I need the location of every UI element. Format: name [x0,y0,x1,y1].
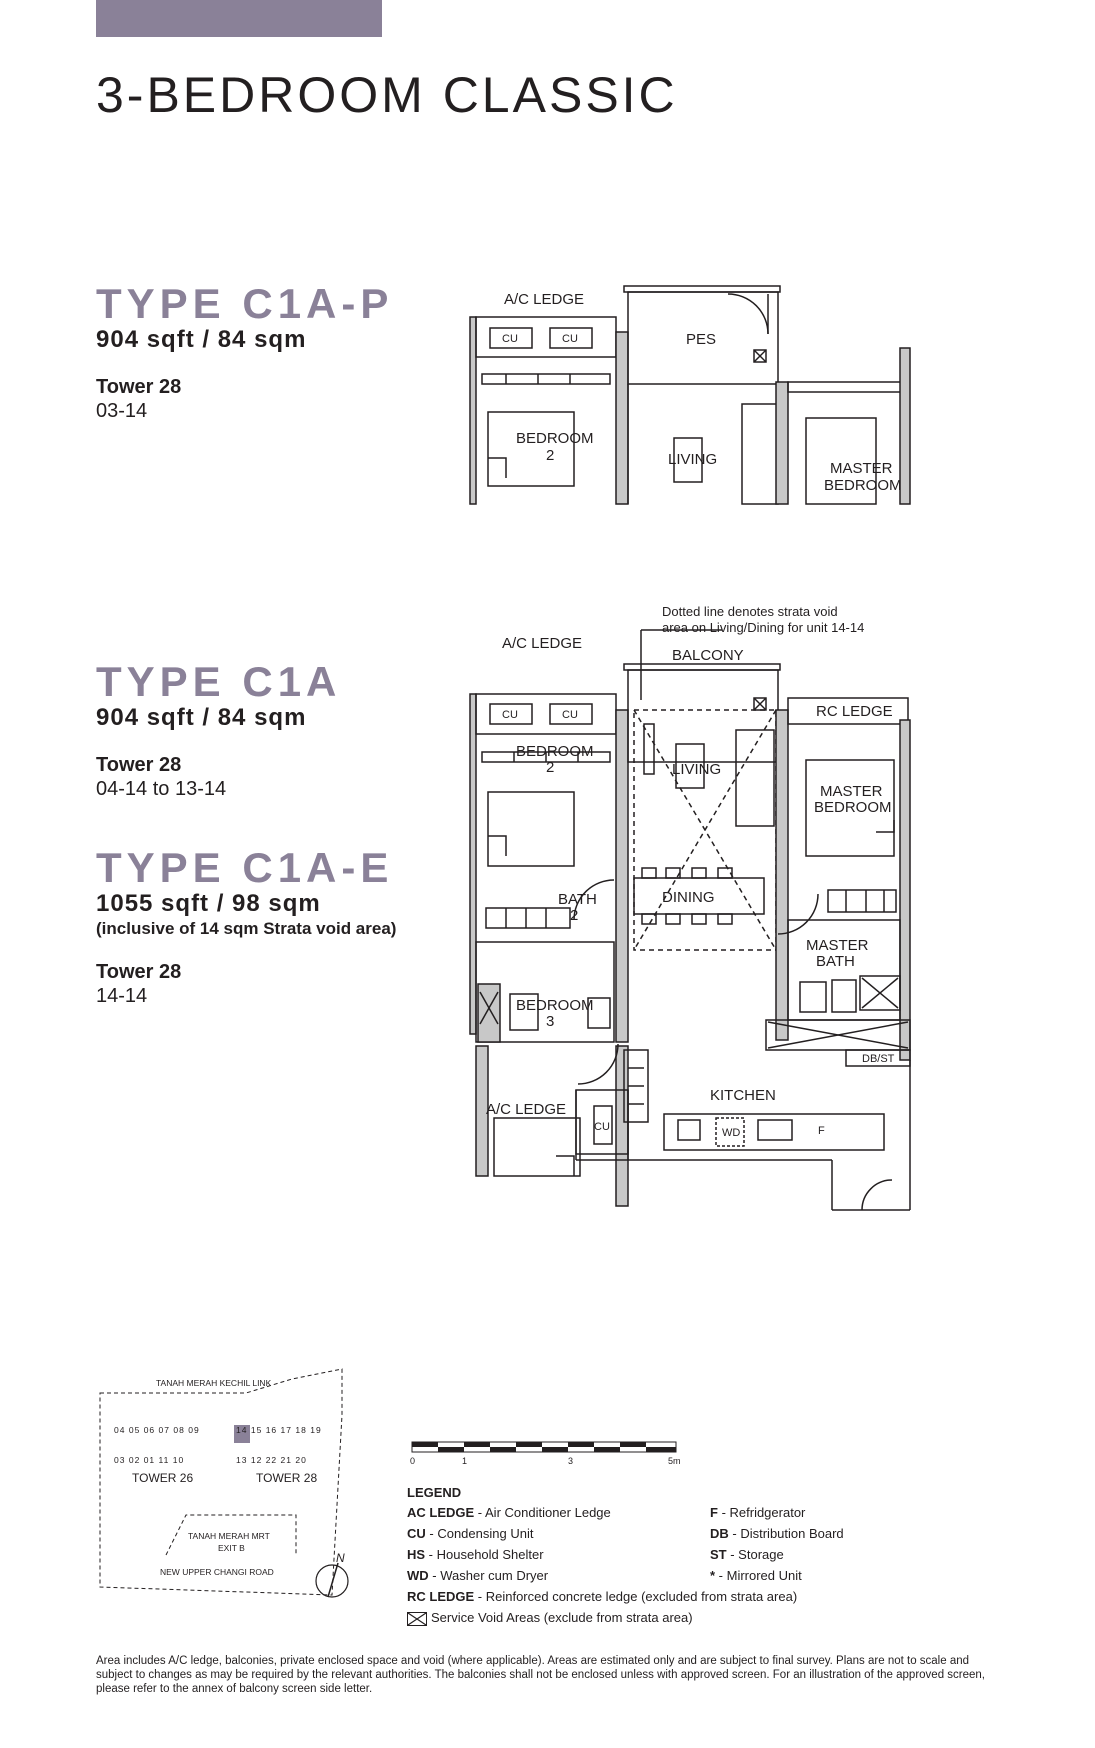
key-plan [96,1365,356,1605]
type-c1a-p-tower: Tower 28 [96,376,182,398]
key-mrt-line2: EXIT B [218,1543,245,1553]
legend-item: CU - Condensing Unit [407,1526,534,1541]
type-c1a-units: 04-14 to 13-14 [96,778,227,800]
main-master-label: MASTER [820,783,883,800]
header-accent-bar [96,0,382,37]
legend-item: WD - Washer cum Dryer [407,1568,549,1583]
legend-item: RC LEDGE - Reinforced concrete ledge (excluded from strata area) [407,1589,798,1604]
main-kitchen-label: KITCHEN [710,1087,776,1104]
type-c1a-p-title: TYPE C1A-P [96,280,394,327]
legend-item: AC LEDGE - Air Conditioner Ledge [407,1505,611,1520]
type-c1a-e-tower: Tower 28 [96,961,182,983]
main-master-bath-label-1: MASTER [806,937,869,954]
legend-item: ST - Storage [710,1547,784,1562]
page-title: 3-BEDROOM CLASSIC [96,67,678,123]
legend-item: DB - Distribution Board [710,1526,844,1541]
main-bedroom3-num: 3 [546,1013,555,1030]
key-road-bottom: NEW UPPER CHANGI ROAD [160,1567,274,1577]
scale-tick-1: 1 [462,1456,468,1466]
top-cu-label-2: CU [562,333,578,345]
main-bedroom2-num: 2 [546,759,555,776]
main-balcony-label: BALCONY [672,647,744,664]
type-c1a-p-units: 03-14 [96,400,148,422]
top-bedroom2-num: 2 [546,447,555,464]
main-fridge-label: F [818,1125,825,1137]
type-c1a-p-area: 904 sqft / 84 sqm [96,326,307,353]
type-c1a-e-units: 14-14 [96,985,148,1007]
main-master-bath-label-2: BATH [816,953,855,970]
top-ac-ledge-label: A/C LEDGE [504,291,585,308]
top-bedroom2-label: BEDROOM [516,430,594,447]
main-dbst-label: DB/ST [862,1053,895,1065]
service-void-icon [407,1612,427,1626]
key-mrt-line1: TANAH MERAH MRT [188,1531,270,1541]
main-bath2-num: 2 [570,907,579,924]
top-pes-label: PES [686,331,717,348]
scale-bar [410,1440,680,1470]
tower26-top-units: 04 05 06 07 08 09 [114,1425,200,1435]
tower28-bottom-units: 13 12 22 21 20 [236,1455,307,1465]
top-cu-label-1: CU [502,333,518,345]
key-tower26-label: TOWER 26 [132,1471,194,1485]
tower28-top-units: 14 15 16 17 18 19 [236,1425,322,1435]
main-living-label: LIVING [672,761,722,778]
main-ac-ledge-label: A/C LEDGE [502,635,583,652]
legend-void-item: Service Void Areas (exclude from strata area) [407,1610,727,1631]
main-cu-label-1: CU [502,709,518,721]
main-rc-ledge-label: RC LEDGE [816,703,893,720]
type-c1a-e-title: TYPE C1A-E [96,844,394,891]
type-c1a-area: 904 sqft / 84 sqm [96,704,307,731]
main-dining-label: DINING [662,889,715,906]
north-label: N [336,1551,345,1565]
floor-plan-c1a [466,604,946,1340]
tower26-bottom-units: 03 02 01 11 10 [114,1455,185,1465]
type-c1a-e-note: (inclusive of 14 sqm Strata void area) [96,919,397,938]
main-cu-label-2: CU [562,709,578,721]
floor-plan-c1a-p [466,282,946,504]
callout-line1: Dotted line denotes strata void [662,604,838,619]
callout-line2: area on Living/Dining for unit 14-14 [662,620,865,635]
main-ac-ledge2-label: A/C LEDGE [486,1101,567,1118]
main-bath2-label: BATH [558,891,597,908]
main-master-bedroom-label: BEDROOM [814,799,892,816]
key-tower28-label: TOWER 28 [256,1471,318,1485]
main-wd-label: WD [722,1127,741,1139]
legend-heading: LEGEND [407,1485,462,1500]
type-c1a-tower: Tower 28 [96,754,182,776]
disclaimer-text: Area includes A/C ledge, balconies, private enclosed space and void (where applicable). Areas are estimated only and are subject to final survey. Plans are not to scale and subject to changes as may be required by the relevant authorities. The balconies shall not be enclosed unless with approved screen. For an illustration of the approved screen, please refer to the annex of balcony screen side letter. [96,1655,986,1695]
main-bedroom3-label: BEDROOM [516,997,594,1014]
legend-item: * - Mirrored Unit [710,1568,802,1583]
type-c1a-e-area: 1055 sqft / 98 sqm [96,890,321,917]
scale-tick-0: 0 [410,1456,416,1466]
scale-tick-5m: 5m [668,1456,681,1466]
top-master-label: MASTER [830,460,893,477]
key-road-top: TANAH MERAH KECHIL LINK [156,1378,272,1388]
legend-item: HS - Household Shelter [407,1547,544,1562]
top-master-bedroom-label: BEDROOM [824,477,902,494]
type-c1a-title: TYPE C1A [96,658,342,705]
legend-right [710,1505,930,1589]
scale-tick-3: 3 [568,1456,574,1466]
main-cu2-label: CU [594,1121,610,1133]
legend-item: F - Refridgerator [710,1505,806,1520]
main-bedroom2-label: BEDROOM [516,743,594,760]
top-living-label: LIVING [668,451,718,468]
